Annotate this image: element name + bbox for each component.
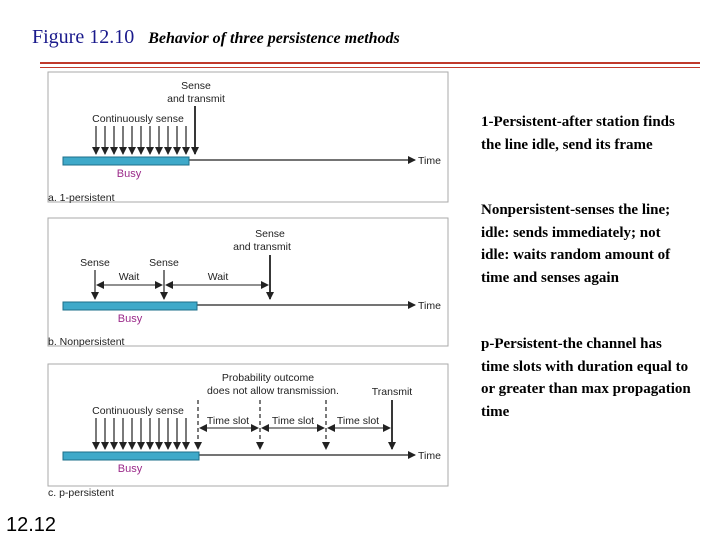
sense-label-a: Sense <box>181 80 211 92</box>
sense-label-b: Sense <box>255 228 285 240</box>
wait-label-b1: Wait <box>118 271 140 283</box>
figure-number: Figure 12.10 <box>32 26 135 48</box>
busy-bar-c <box>63 452 199 460</box>
transmit-label-c: Transmit <box>371 386 413 398</box>
panel-caption-a: a. 1-persistent <box>48 192 115 204</box>
panel-p-persistent <box>48 364 448 499</box>
and-transmit-label-a: and transmit <box>167 93 225 105</box>
slide-number: 12.12 <box>6 514 57 536</box>
wait-label-b2: Wait <box>207 271 229 283</box>
time-slot-label-c2: Time slot <box>271 415 315 427</box>
continuously-sense-label-c: Continuously sense <box>92 405 184 417</box>
time-label-c: Time <box>418 450 441 462</box>
and-transmit-label-b: and transmit <box>233 241 291 253</box>
description-1-persistent: 1-Persistent-after station finds the line idle, send its frame <box>481 114 675 153</box>
time-slot-label-c1: Time slot <box>206 415 250 427</box>
panel-b-frame <box>48 218 448 346</box>
description-p-persistent: p-Persistent-the channel has time slots with duration equal to or greater than max propagation time <box>481 336 691 420</box>
busy-bar-b <box>63 302 197 310</box>
time-slot-label-c3: Time slot <box>336 415 380 427</box>
panel-1-persistent <box>48 72 448 204</box>
panel-caption-c: c. p-persistent <box>48 487 114 499</box>
busy-bar-a <box>63 157 189 165</box>
continuously-sense-label-a: Continuously sense <box>92 113 184 125</box>
busy-label-a: Busy <box>116 168 142 180</box>
probability-label-line2: does not allow transmission. <box>207 385 339 397</box>
panel-caption-b: b. Nonpersistent <box>48 336 125 348</box>
busy-label-c: Busy <box>117 463 143 475</box>
panel-nonpersistent <box>48 218 448 348</box>
time-label-b: Time <box>418 300 441 312</box>
busy-label-b: Busy <box>117 313 143 325</box>
description-nonpersistent: Nonpersistent-senses the line; idle: sends immediately; not idle: waits random amount of time and senses again <box>481 202 671 286</box>
figure-caption: Behavior of three persistence methods <box>148 30 400 47</box>
sense-label-b1: Sense <box>80 257 110 269</box>
time-label-a: Time <box>418 155 441 167</box>
probability-label-line1: Probability outcome <box>221 372 315 384</box>
sense-label-b2: Sense <box>149 257 179 269</box>
panel-a-frame <box>48 72 448 202</box>
